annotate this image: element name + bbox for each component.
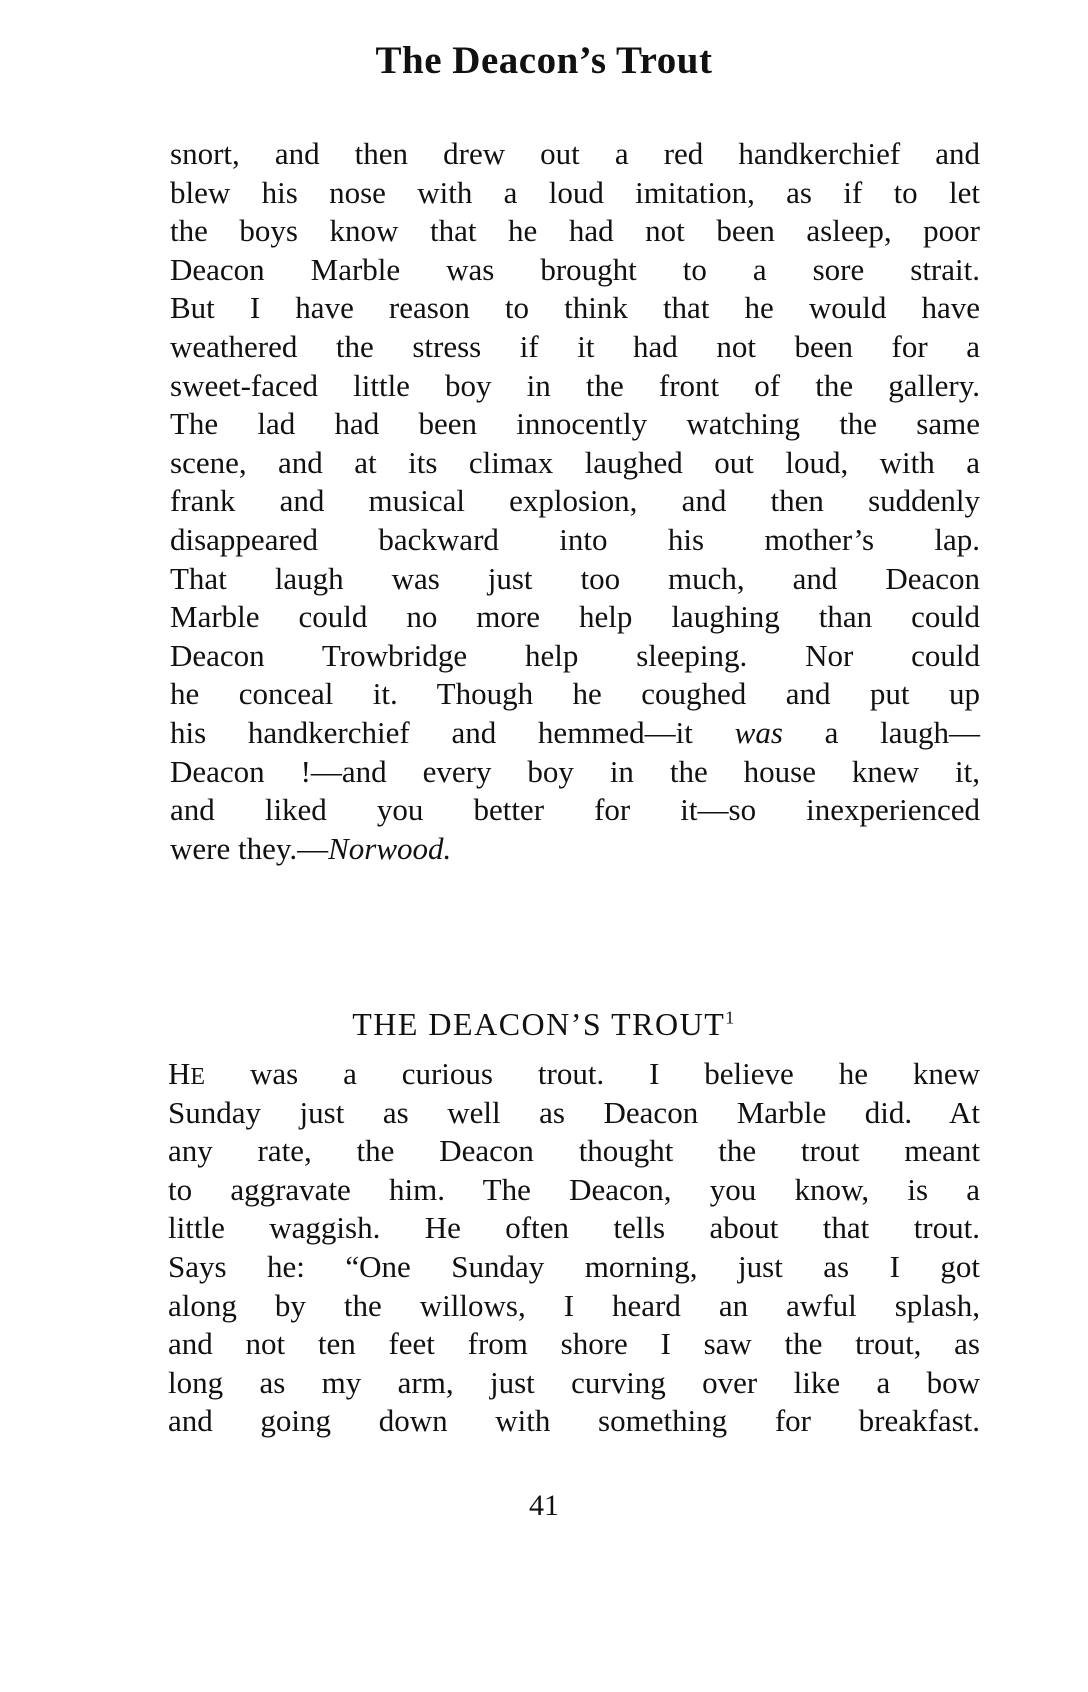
emphasis-was: was (734, 714, 783, 750)
page-number: 41 (529, 1489, 559, 1522)
text-line-last (170, 830, 980, 869)
text-line: to aggravate him. The Deacon, you know, is a (168, 1171, 980, 1207)
dropcap-letter: H (168, 1056, 191, 1091)
text-line: along by the willows, I heard an awful splash, (168, 1287, 980, 1323)
text-line: any rate, the Deacon thought the trout meant (168, 1133, 980, 1169)
text-line: Sunday just as well as Deacon Marble did. At (168, 1094, 980, 1130)
section-title (0, 1006, 1088, 1043)
first-line-rest: was a curious trout. I believe he knew (205, 1056, 980, 1091)
text-line: Says he: “One Sunday morning, just as I got (168, 1248, 980, 1284)
text-line: That laugh was just too much, and Deacon (170, 560, 980, 596)
text-line: Deacon !—and every boy in the house knew it, (170, 753, 980, 789)
running-head: The Deacon’s Trout (375, 39, 713, 82)
text-line: and liked you better for it—so inexperienced (170, 792, 980, 828)
text-line: frank and musical explosion, and then suddenly (170, 483, 980, 519)
text-line: long as my arm, just curving over like a bow (168, 1364, 980, 1400)
text-line: little waggish. He often tells about that trout. (168, 1210, 980, 1246)
text-line: weathered the stress if it had not been for a (170, 328, 980, 364)
last-line-text: were they.— (170, 830, 329, 866)
text-line: the boys know that he had not been asleep, poor (170, 213, 980, 249)
text-line: Deacon Marble was brought to a sore strait. (170, 251, 980, 287)
text-line: and going down with something for breakfast. (168, 1403, 980, 1439)
text-line: scene, and at its climax laughed out loud, with a (170, 444, 980, 480)
section-title-text: THE DEACON’S TROUT (352, 1006, 726, 1042)
text-line: sweet-faced little boy in the front of the gallery. (170, 367, 980, 403)
section-body-text (168, 1055, 980, 1441)
text-line: snort, and then drew out a red handkerchief and (170, 136, 980, 171)
text-line: The lad had been innocently watching the same (170, 406, 980, 442)
text-line: But I have reason to think that he would have (170, 290, 980, 326)
text-line: his handkerchief and hemmed—it was a laugh— (170, 714, 980, 750)
text-line: he conceal it. Though he coughed and put up (170, 676, 980, 712)
text-line: Deacon Trowbridge help sleeping. Nor could (170, 637, 980, 673)
previous-section-text (170, 135, 980, 868)
attribution: Norwood. (328, 830, 452, 866)
text-line: disappeared backward into his mother’s lap. (170, 521, 980, 557)
text-line: blew his nose with a loud imitation, as if to let (170, 174, 980, 210)
text-line-first (168, 1055, 980, 1094)
section-title-footnote-mark: 1 (725, 1007, 736, 1028)
text-line: and not ten feet from shore I saw the trout, as (168, 1326, 980, 1362)
smallcap-letter: E (190, 1064, 206, 1090)
text-line: Marble could no more help laughing than could (170, 599, 980, 635)
